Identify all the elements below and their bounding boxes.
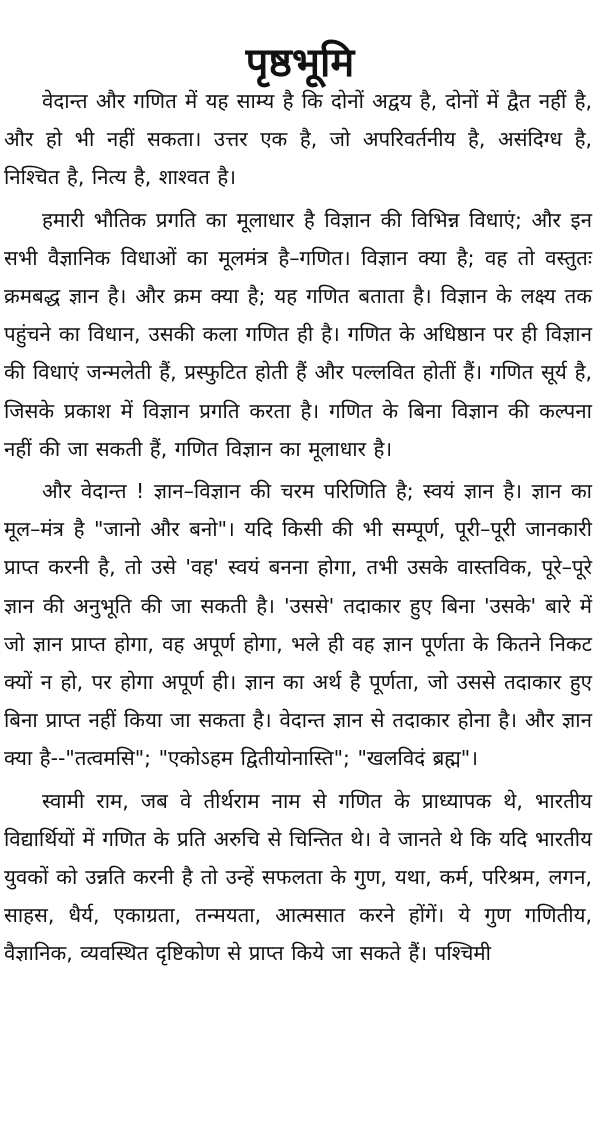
page-title: पृष्ठभूमि <box>245 39 355 86</box>
paragraph-4: स्वामी राम, जब वे तीर्थराम नाम से गणित के प्राध्यापक थे, भारतीय विद्यार्थियों में गणित के प्रति अरुचि से चिन्तित थे। वे जानते थे कि यदि भारतीय युवकों को उन्नति करनी है तो उन्हें सफलता के गुण, यथा, कर्म, परिश्रम, लगन, साहस, धैर्य, एकाग्रता, तन्मयता, आत्मसात करने होंगें। ये गुण गणितीय, वैज्ञानिक, व्यवस्थित दृष्टिकोण से प्राप्त किये जा सकते हैं। पश्चिमी <box>4 788 592 966</box>
body-text <box>4 82 592 977</box>
paragraph-2: हमारी भौतिक प्रगति का मूलाधार है विज्ञान की विभिन्न विधाएं; और इन सभी वैज्ञानिक विधाओं का मूलमंत्र है–गणित। विज्ञान क्या है; वह तो वस्तुतः क्रमबद्ध ज्ञान है। और क्रम क्या है; यह गणित बताता है। विज्ञान के लक्ष्य तक पहुंचने का विधान, उसकी कला गणित ही है। गणित के अधिष्ठान पर ही विज्ञान की विधाएं जन्मलेती हैं, प्रस्फुटित होती हैं और पल्लवित होतीं हैं। गणित सूर्य है, जिसके प्रकाश में विज्ञान प्रगति करता है। गणित के बिना विज्ञान की कल्पना नहीं की जा सकती हैं, गणित विज्ञान का मूलाधार है। <box>4 207 592 461</box>
paragraph-3: और वेदान्त ! ज्ञान–विज्ञान की चरम परिणिति है; स्वयं ज्ञान है। ज्ञान का मूल–मंत्र है "जानो और बनो"। यदि किसी की भी सम्पूर्ण, पूरी–पूरी जानकारी प्राप्त करनी है, तो उसे 'वह' स्वयं बनना होगा, तभी उसके वास्तविक, पूरे–पूरे ज्ञान की अनुभूति की जा सकती है। 'उससे' तदाकार हुए बिना 'उसके' बारे में जो ज्ञान प्राप्त होगा, वह अपूर्ण होगा, भले ही वह ज्ञान पूर्णता के कितने निकट क्यों न हो, पर होगा अपूर्ण ही। ज्ञान का अर्थ है पूर्णता, जो उससे तदाकार हुए बिना प्राप्त नहीं किया जा सकता है। वेदान्त ज्ञान से तदाकार होना है। और ज्ञान क्या है--"तत्वमसि"; "एकोऽहम द्वितीयोनास्ति"; "खलविदं ब्रह्म"। <box>4 479 592 771</box>
paragraph-1: वेदान्त और गणित में यह साम्य है कि दोनों अद्वय है, दोनों में द्वैत नहीं है, और हो भी नहीं सकता। उत्तर एक है, जो अपरिवर्तनीय है, असंदिग्ध है, निश्चित है, नित्य है, शाश्वत है। <box>4 89 592 190</box>
